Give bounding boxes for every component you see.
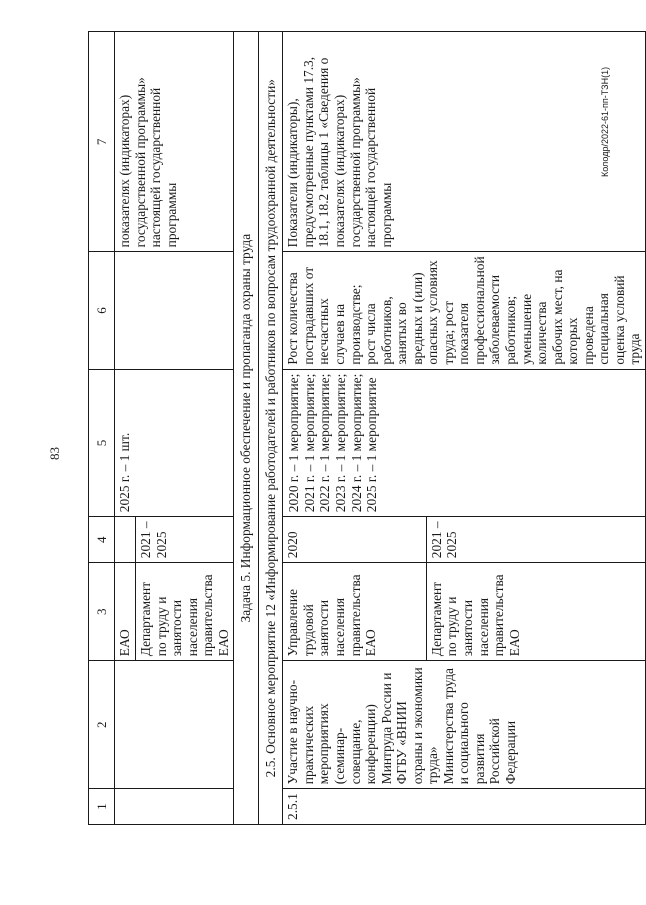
measure-line: 2021 г. – 1 мероприятие; xyxy=(301,373,317,513)
row-251-indicators: Показатели (индикаторы), предусмотренные пунктами 17.3, 18.1, 18.2 таблицы 1 «Сведения о показателях (индикаторах) государственной программы» настоящей государственной программы xyxy=(283,32,646,252)
cont-row-a xyxy=(115,32,136,825)
row-251-exec-a: Управление трудовой занятости населения правительства ЕАО xyxy=(283,563,427,661)
header-col-3: 3 xyxy=(89,563,115,661)
header-col-2: 2 xyxy=(89,661,115,789)
measure-line: 2025 г. – 1 мероприятие xyxy=(364,377,380,513)
program-table xyxy=(88,31,646,825)
cont-exec-b: Департамент по труду и занятости населения правительства ЕАО xyxy=(136,563,234,661)
cont-year-a xyxy=(115,517,136,563)
main-event-title: 2.5. Основное мероприятие 12 «Информирование работодателей и работников по вопросам трудоохранной деятельности» xyxy=(258,32,283,825)
document-code: Колодр/2022-61-пп-ТЗН(1) xyxy=(600,66,610,177)
measure-line: 2023 г. – 1 мероприятие; xyxy=(333,373,349,513)
row-251-name: Участие в научно-практических мероприятиях (семинар-совещание, конференции) Минтруда России и ФГБУ «ВНИИ охраны и экономики труда» Министерства труда и социального развития Российской Федерации xyxy=(283,661,646,789)
header-col-4: 4 xyxy=(89,517,115,563)
row-251-result: Рост количества пострадавших от несчастных случаев на производстве; рост числа работников, занятых во вредных и (или) опасных условиях труда; рост показателя профессиональной заболеваемости работников; уменьшение количества рабочих мест, на которых проведена специальная оценка условий труда xyxy=(283,252,646,369)
row-251-number: 2.5.1 xyxy=(283,789,646,825)
cont-c2 xyxy=(115,661,234,789)
cont-year-b: 2021 – 2025 xyxy=(136,517,234,563)
cont-c1 xyxy=(115,789,234,825)
cont-indicators: показателях (индикаторах) государственной программы» настоящей государственной программы xyxy=(115,32,234,252)
task-title: Задача 5. Информационное обеспечение и пропаганда охраны труда xyxy=(234,32,259,825)
measure-line: 2020 г. – 1 мероприятие; xyxy=(286,373,302,513)
header-col-7: 7 xyxy=(89,32,115,252)
page-number: 83 xyxy=(47,447,62,460)
main-event-row xyxy=(258,32,283,825)
cont-exec-a: ЕАО xyxy=(115,563,136,661)
task-row xyxy=(234,32,259,825)
cont-result xyxy=(115,252,234,369)
row-251-a xyxy=(283,32,427,825)
row-251-exec-b: Департамент по труду и занятости населения правительства ЕАО xyxy=(426,563,645,661)
header-col-6: 6 xyxy=(89,252,115,369)
row-251-year-b: 2021 – 2025 xyxy=(426,517,645,563)
measure-line: 2024 г. – 1 мероприятие; xyxy=(348,373,364,513)
header-row xyxy=(89,32,115,825)
cont-measures: 2025 г. – 1 шт. xyxy=(115,369,234,517)
measure-line: 2022 г. – 1 мероприятие; xyxy=(317,373,333,513)
header-col-5: 5 xyxy=(89,369,115,517)
row-251-measures xyxy=(283,369,646,517)
row-251-year-a: 2020 xyxy=(283,517,427,563)
header-col-1: 1 xyxy=(89,789,115,825)
